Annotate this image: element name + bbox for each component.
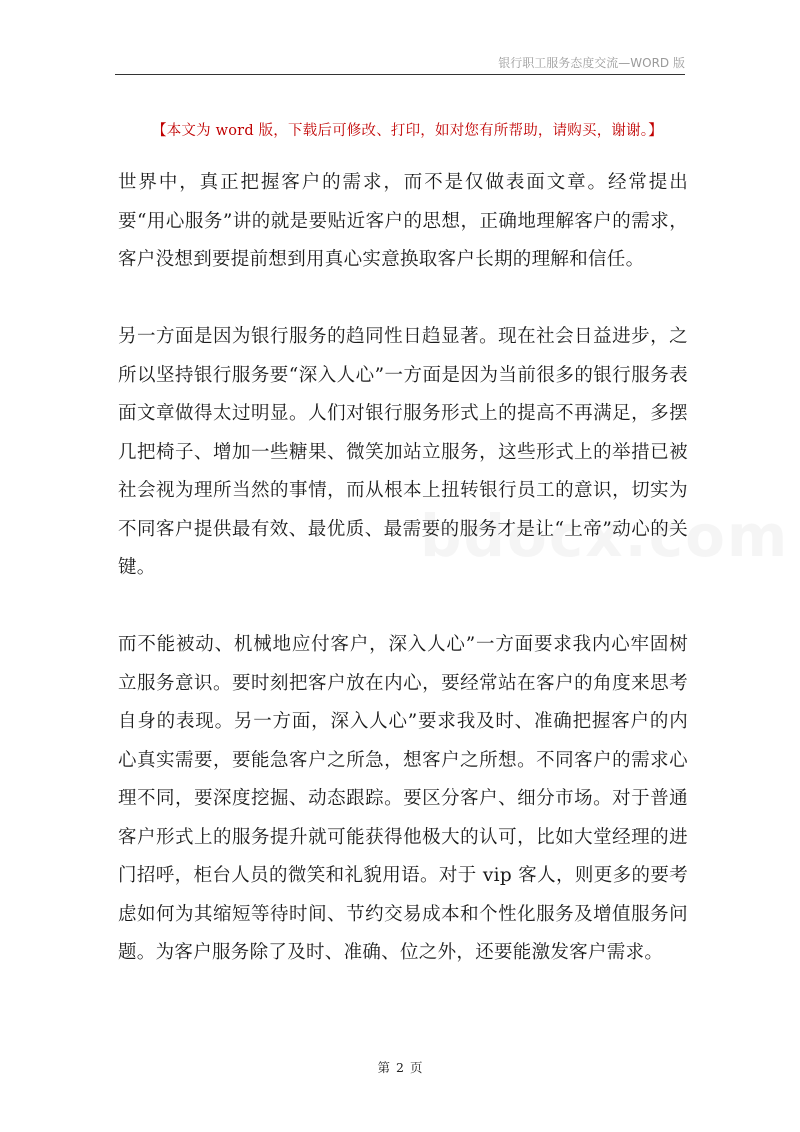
page-footer [0,1058,800,1076]
footer-suffix: 页 [409,1060,423,1075]
paragraph-1: 世界中，真正把握客户的需求，而不是仅做表面文章。经常提出要“用心服务”讲的就是要贴近客户的思想，正确地理解客户的需求，客户没想到要提前想到用真心实意换取客户长期的理解和信任。 [118,172,688,270]
page-number: 2 [396,1060,404,1075]
paragraph-3: 而不能被动、机械地应付客户，深入人心”一方面要求我内心牢固树立服务意识。要时刻把客户放在内心，要经常站在客户的角度来思考自身的表现。另一方面，深入人心”要求我及时、准确把握客户的内心真实需要，要能急客户之所急，想客户之所想。不同客户的需求心理不同，要深度挖掘、动态跟踪。要区分客户、细分市场。对于普通客户形式上的服务提升就可能获得他极大的认可，比如大堂经理的进门招呼，柜台人员的微笑和礼貌用语。对于 vip 客人，则更多的要考虑如何为其缩短等待时间、节约交易成本和个性化服务及增值服务问题。为客户服务除了及时、准确、位之外，还要能激发客户需求。 [118,634,688,963]
paragraph-2: 另一方面是因为银行服务的趋同性日趋显著。现在社会日益进步，之所以坚持银行服务要“深入人心”一方面是因为当前很多的银行服务表面文章做得太过明显。人们对银行服务形式上的提高不再满足，多摆几把椅子、增加一些糖果、微笑加站立服务，这些形式上的举措已被社会视为理所当然的事情，而从根本上扭转银行员工的意识，切实为不同客户提供最有效、最优质、最需要的服务才是让“上帝”动心的关键。 [118,326,688,578]
header-title: 银行职工服务态度交流—WORD 版 [498,56,685,70]
footer-prefix: 第 [377,1060,391,1075]
document-body [118,164,688,973]
page-header [115,52,685,75]
download-notice: 【本文为 word 版，下载后可修改、打印，如对您有所帮助，请购买，谢谢。】 [152,123,663,139]
